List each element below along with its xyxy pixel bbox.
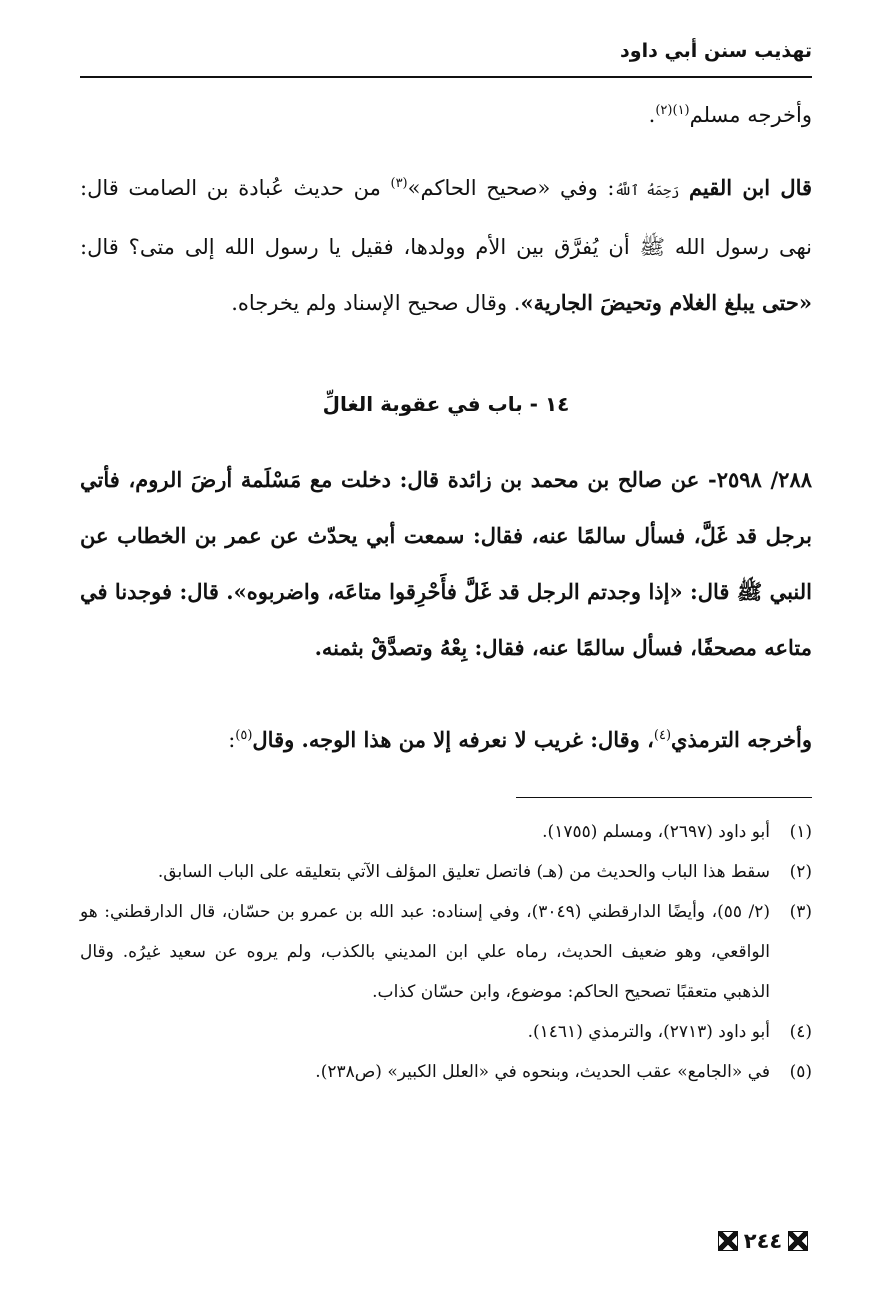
footnote-ref-4[interactable]: (٤) [653, 728, 672, 743]
footnote-text: سقط هذا الباب والحديث من (هـ) فاتصل تعليق المؤلف الآتي بتعليقه على الباب السابق. [157, 862, 770, 882]
text: وأخرجه الترمذي [671, 727, 812, 752]
footnote-item [80, 812, 812, 852]
chapter-heading: ١٤ - باب في عقوبة الغالِّ [322, 392, 570, 416]
text: : وفي «صحيح الحاكم» [407, 176, 615, 200]
page-number: ٢٤٤ [743, 1229, 783, 1253]
paragraph-ibn-qayyim [80, 160, 812, 331]
footnote-number: (٣) [789, 902, 812, 922]
footnote-number: (١) [789, 822, 812, 842]
footnote-text: أبو داود (٢٦٩٧)، ومسلم (١٧٥٥). [542, 822, 770, 842]
text: . [648, 103, 656, 127]
text: وأخرجه مسلم [689, 103, 812, 127]
footnote-item [80, 1012, 812, 1052]
text: . وقال صحيح الإسناد ولم يخرجاه. [231, 291, 521, 315]
footnote-ref-5[interactable]: (٥) [235, 728, 253, 743]
footnote-ref-3[interactable]: (٣) [390, 176, 408, 191]
page-number-folio [708, 1226, 818, 1256]
text: ، وقال: غريب لا نعرفه إلا من هذا الوجه. وقال [252, 727, 654, 752]
footnote-ref-1[interactable]: (١) [672, 103, 690, 118]
text: : [228, 728, 236, 752]
text: من حديث عُبادة بن الصامت قال: نهى رسول الله ﷺ أن يُفرَّق بين الأم وولدها، فقيل يا رسول الله إلى متى؟ قال: [80, 176, 812, 259]
footnote-ref-2[interactable]: (٢) [655, 103, 673, 118]
ornament-icon [718, 1231, 738, 1251]
footnote-item [80, 1052, 812, 1092]
paragraph-muslim [80, 87, 812, 143]
paragraph-tirmidhi [80, 712, 812, 768]
footnote-item [80, 852, 812, 892]
footnote-number: (٤) [789, 1022, 812, 1042]
footnote-text: في «الجامع» عقب الحديث، وبنحوه في «العلل الكبير» (ص٢٣٨). [315, 1062, 770, 1082]
footnote-item [80, 892, 812, 1012]
hadith-text: ٢٨٨/ ٢٥٩٨- عن صالح بن محمد بن زائدة قال: دخلت مع مَسْلَمة أرضَ الروم، فأتي برجل قد غَلَّ، فسأل سالمًا عنه، فقال: سمعت أبي يحدّث عن عمر بن الخطاب عن النبي ﷺ قال: «إذا وجدتم الرجل قد غَلَّ فأَحْرِقوا متاعَه، واضربوه». قال: فوجدنا في متاعه مصحفًا، فسأل سالمًا عنه، فقال: بِعْهُ وتصدَّقْ بثمنه. [80, 467, 813, 660]
footnotes [80, 812, 812, 1092]
running-title: تهذيب سنن أبي داود [620, 40, 812, 62]
speaker-name: قال ابن القيم [688, 175, 813, 200]
paragraph-hadith [80, 452, 812, 676]
footnote-number: (٥) [789, 1062, 812, 1082]
header-rule [80, 76, 812, 78]
footnote-number: (٢) [789, 862, 812, 882]
ornament-icon [788, 1231, 808, 1251]
footnote-text: أبو داود (٢٧١٣)، والترمذي (١٤٦١). [527, 1022, 770, 1042]
hadith-quote: «حتى يبلغ الغلام وتحيضَ الجارية» [520, 290, 812, 315]
footnote-text: (٢/ ٥٥)، وأيضًا الدارقطني (٣٠٤٩)، وفي إسناده: عبد الله بن عمرو بن حسّان، قال الدارقطني: هو الواقعي، وهو ضعيف الحديث، رماه علي ابن المديني بالكذب، ولم يروه عن سعيد غيرُه. وقال الذهبي متعقبًا تصحيح الحاكم: موضوع، وابن حسّان كذاب. [80, 902, 770, 1002]
honorific: رَحِمَهُ ٱللَّهُ [614, 183, 680, 199]
footnote-rule [516, 797, 812, 798]
